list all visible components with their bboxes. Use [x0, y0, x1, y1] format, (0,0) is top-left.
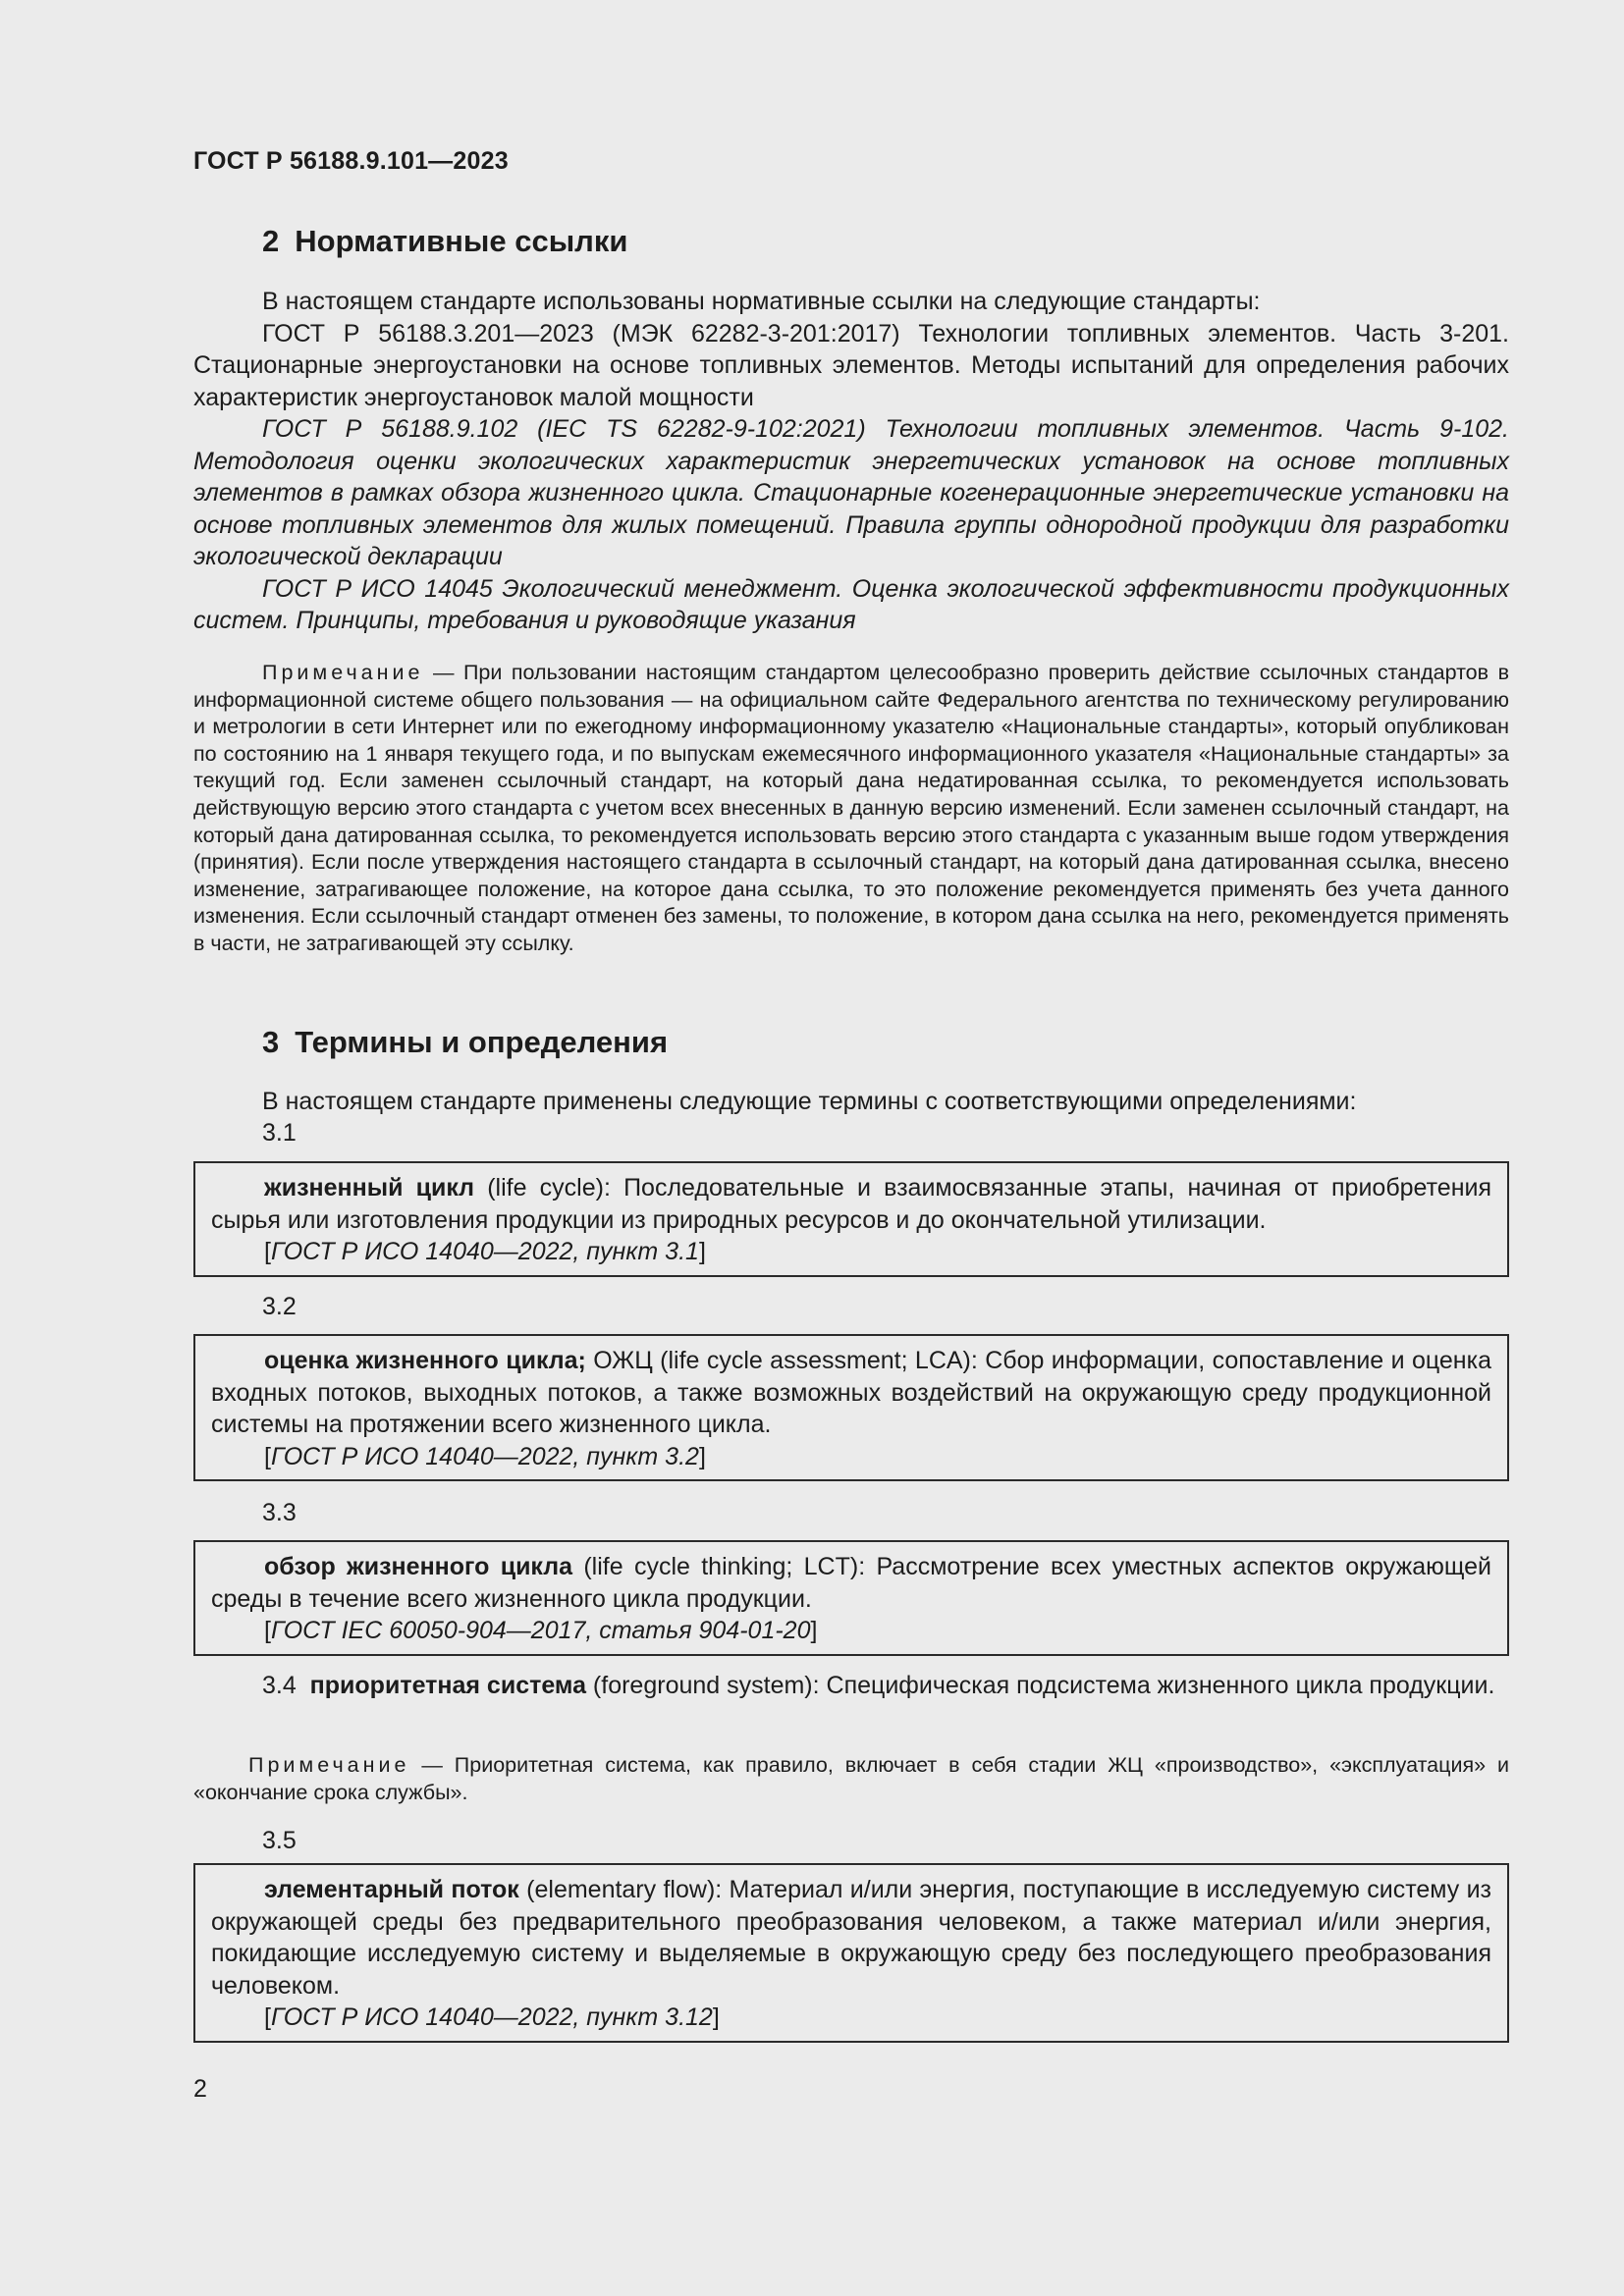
- note-text: — При пользовании настоящим стандартом целесообразно проверить действие ссылочных стандартов в информационной системе общего пользования — на официальном сайте Федерального агентства по техническому регулированию и метрологии в сети Интернет или по ежегодному информационному указателю «Национальные стандарты», который опубликован по состоянию на 1 января текущего года, и по выпускам ежемесячного информационного указателя «Национальные стандарты» за текущий год. Если заменен ссылочный стандарт, на который дана недатированная ссылка, то рекомендуется использовать действующую версию этого стандарта с учетом всех внесенных в данную версию изменений. Если заменен ссылочный стандарт, на который дана датированная ссылка, то рекомендуется использовать версию этого стандарта с указанным выше годом утверждения (принятия). Если после утверждения настоящего стандарта в ссылочный стандарт, на который дана датированная ссылка, внесено изменение, затрагивающее положение, на которое дана ссылка, то это положение рекомендуется применять без учета данного изменения. Если ссылочный стандарт отменен без замены, то положение, в котором дана ссылка на него, рекомендуется применять в части, не затрагивающей эту ссылку.: [193, 661, 1509, 955]
- section-3-title: [262, 1025, 668, 1060]
- section-2-intro: В настоящем стандарте использованы нормативные ссылки на следующие стандарты:: [262, 288, 1261, 315]
- note-text: — Приоритетная система, как правило, включает в себя стадии ЖЦ «производство», «эксплуатация» и «окончание срока службы».: [193, 1753, 1509, 1804]
- term-number: 3.3: [262, 1499, 297, 1526]
- section-2-title: [262, 224, 627, 259]
- note-label: Примечание: [262, 661, 424, 684]
- term-definition: (foreground system): Специфическая подсистема жизненного цикла продукции.: [585, 1672, 1495, 1699]
- term-name: элементарный поток: [264, 1876, 519, 1903]
- page-number: 2: [193, 2075, 207, 2103]
- term-name: обзор жизненного цикла: [264, 1553, 573, 1580]
- term-3-4: [193, 1670, 1509, 1702]
- section-2-heading: Нормативные ссылки: [295, 224, 628, 258]
- term-name: приоритетная система: [309, 1672, 586, 1699]
- term-box: [193, 1540, 1509, 1656]
- document-code: ГОСТ Р 56188.9.101—2023: [193, 147, 509, 175]
- section-3-intro: В настоящем стандарте применены следующие термины с соответствующими определениями:: [262, 1088, 1357, 1115]
- term-number: 3.2: [262, 1293, 297, 1320]
- term-number: 3.4: [262, 1672, 297, 1699]
- section-2-body: [193, 286, 1509, 637]
- section-3-intro-block: [193, 1086, 1509, 1118]
- term-box: [193, 1334, 1509, 1481]
- term-source: [ГОСТ Р ИСО 14040—2022, пункт 3.2]: [264, 1442, 706, 1470]
- term-definition: (life cycle): Последовательные и взаимосвязанные этапы, начиная от приобретения сырья или изготовления продукции из природных ресурсов и до окончательной утилизации.: [211, 1174, 1492, 1234]
- term-box: [193, 1161, 1509, 1277]
- term-name: жизненный цикл: [264, 1174, 475, 1201]
- term-name: оценка жизненного цикла;: [264, 1347, 586, 1374]
- section-2-note: [193, 660, 1509, 958]
- term-source: [ГОСТ Р ИСО 14040—2022, пункт 3.12]: [264, 2003, 720, 2031]
- term-source: [ГОСТ IEC 60050-904—2017, статья 904-01-20]: [264, 1617, 818, 1644]
- term-box: [193, 1863, 1509, 2043]
- term-definition: (elementary flow): Материал и/или энергия, поступающие в исследуемую систему из окружающей среды без предварительного преобразования человеком, а также материал и/или энергия, покидающие исследуемую систему и выделяемые в окружающую среду без последующего преобразования человеком.: [211, 1876, 1491, 2000]
- term-source-text: ГОСТ Р ИСО 14040—2022, пункт 3.1: [270, 1238, 699, 1265]
- normative-ref-2: ГОСТ Р 56188.9.102 (IEC TS 62282-9-102:2021) Технологии топливных элементов. Часть 9-102. Методология оценки экологических характеристик энергетических установок на основе топливных элементов в рамках обзора жизненного цикла. Стационарные когенерационные энергетические установки на основе топливных элементов для жилых помещений. Правила группы однородной продукции для разработки экологической декларации: [193, 415, 1509, 570]
- normative-ref-3: ГОСТ Р ИСО 14045 Экологический менеджмент. Оценка экологической эффективности продукционных систем. Принципы, требования и руководящие указания: [193, 574, 1509, 634]
- term-number: 3.5: [262, 1827, 297, 1854]
- section-2-number: 2: [262, 224, 280, 258]
- term-definition: (life cycle thinking; LCT): Рассмотрение всех уместных аспектов окружающей среды в течение всего жизненного цикла продукции.: [211, 1553, 1491, 1613]
- term-source-text: ГОСТ Р ИСО 14040—2022, пункт 3.12: [270, 2003, 713, 2031]
- term-source-text: ГОСТ IEC 60050-904—2017, статья 904-01-20: [270, 1617, 811, 1644]
- term-source: [ГОСТ Р ИСО 14040—2022, пункт 3.1]: [264, 1238, 706, 1265]
- normative-ref-1: ГОСТ Р 56188.3.201—2023 (МЭК 62282-3-201:2017) Технологии топливных элементов. Часть 3-201. Стационарные энергоустановки на основе топливных элементов. Методы испытаний для определения рабочих характеристик энергоустановок малой мощности: [193, 319, 1509, 411]
- section-3-heading: Термины и определения: [295, 1025, 669, 1059]
- note-label: Примечание: [248, 1753, 410, 1777]
- section-3-number: 3: [262, 1025, 280, 1059]
- term-number: 3.1: [262, 1119, 297, 1147]
- term-source-text: ГОСТ Р ИСО 14040—2022, пункт 3.2: [270, 1442, 699, 1470]
- term-definition: ОЖЦ (life cycle assessment; LCA): Сбор информации, сопоставление и оценка входных потоков, выходных потоков, а также возможных воздействий на окружающую среду продукционной системы на протяжении всего жизненного цикла.: [211, 1347, 1491, 1438]
- term-3-4-note: [193, 1752, 1509, 1806]
